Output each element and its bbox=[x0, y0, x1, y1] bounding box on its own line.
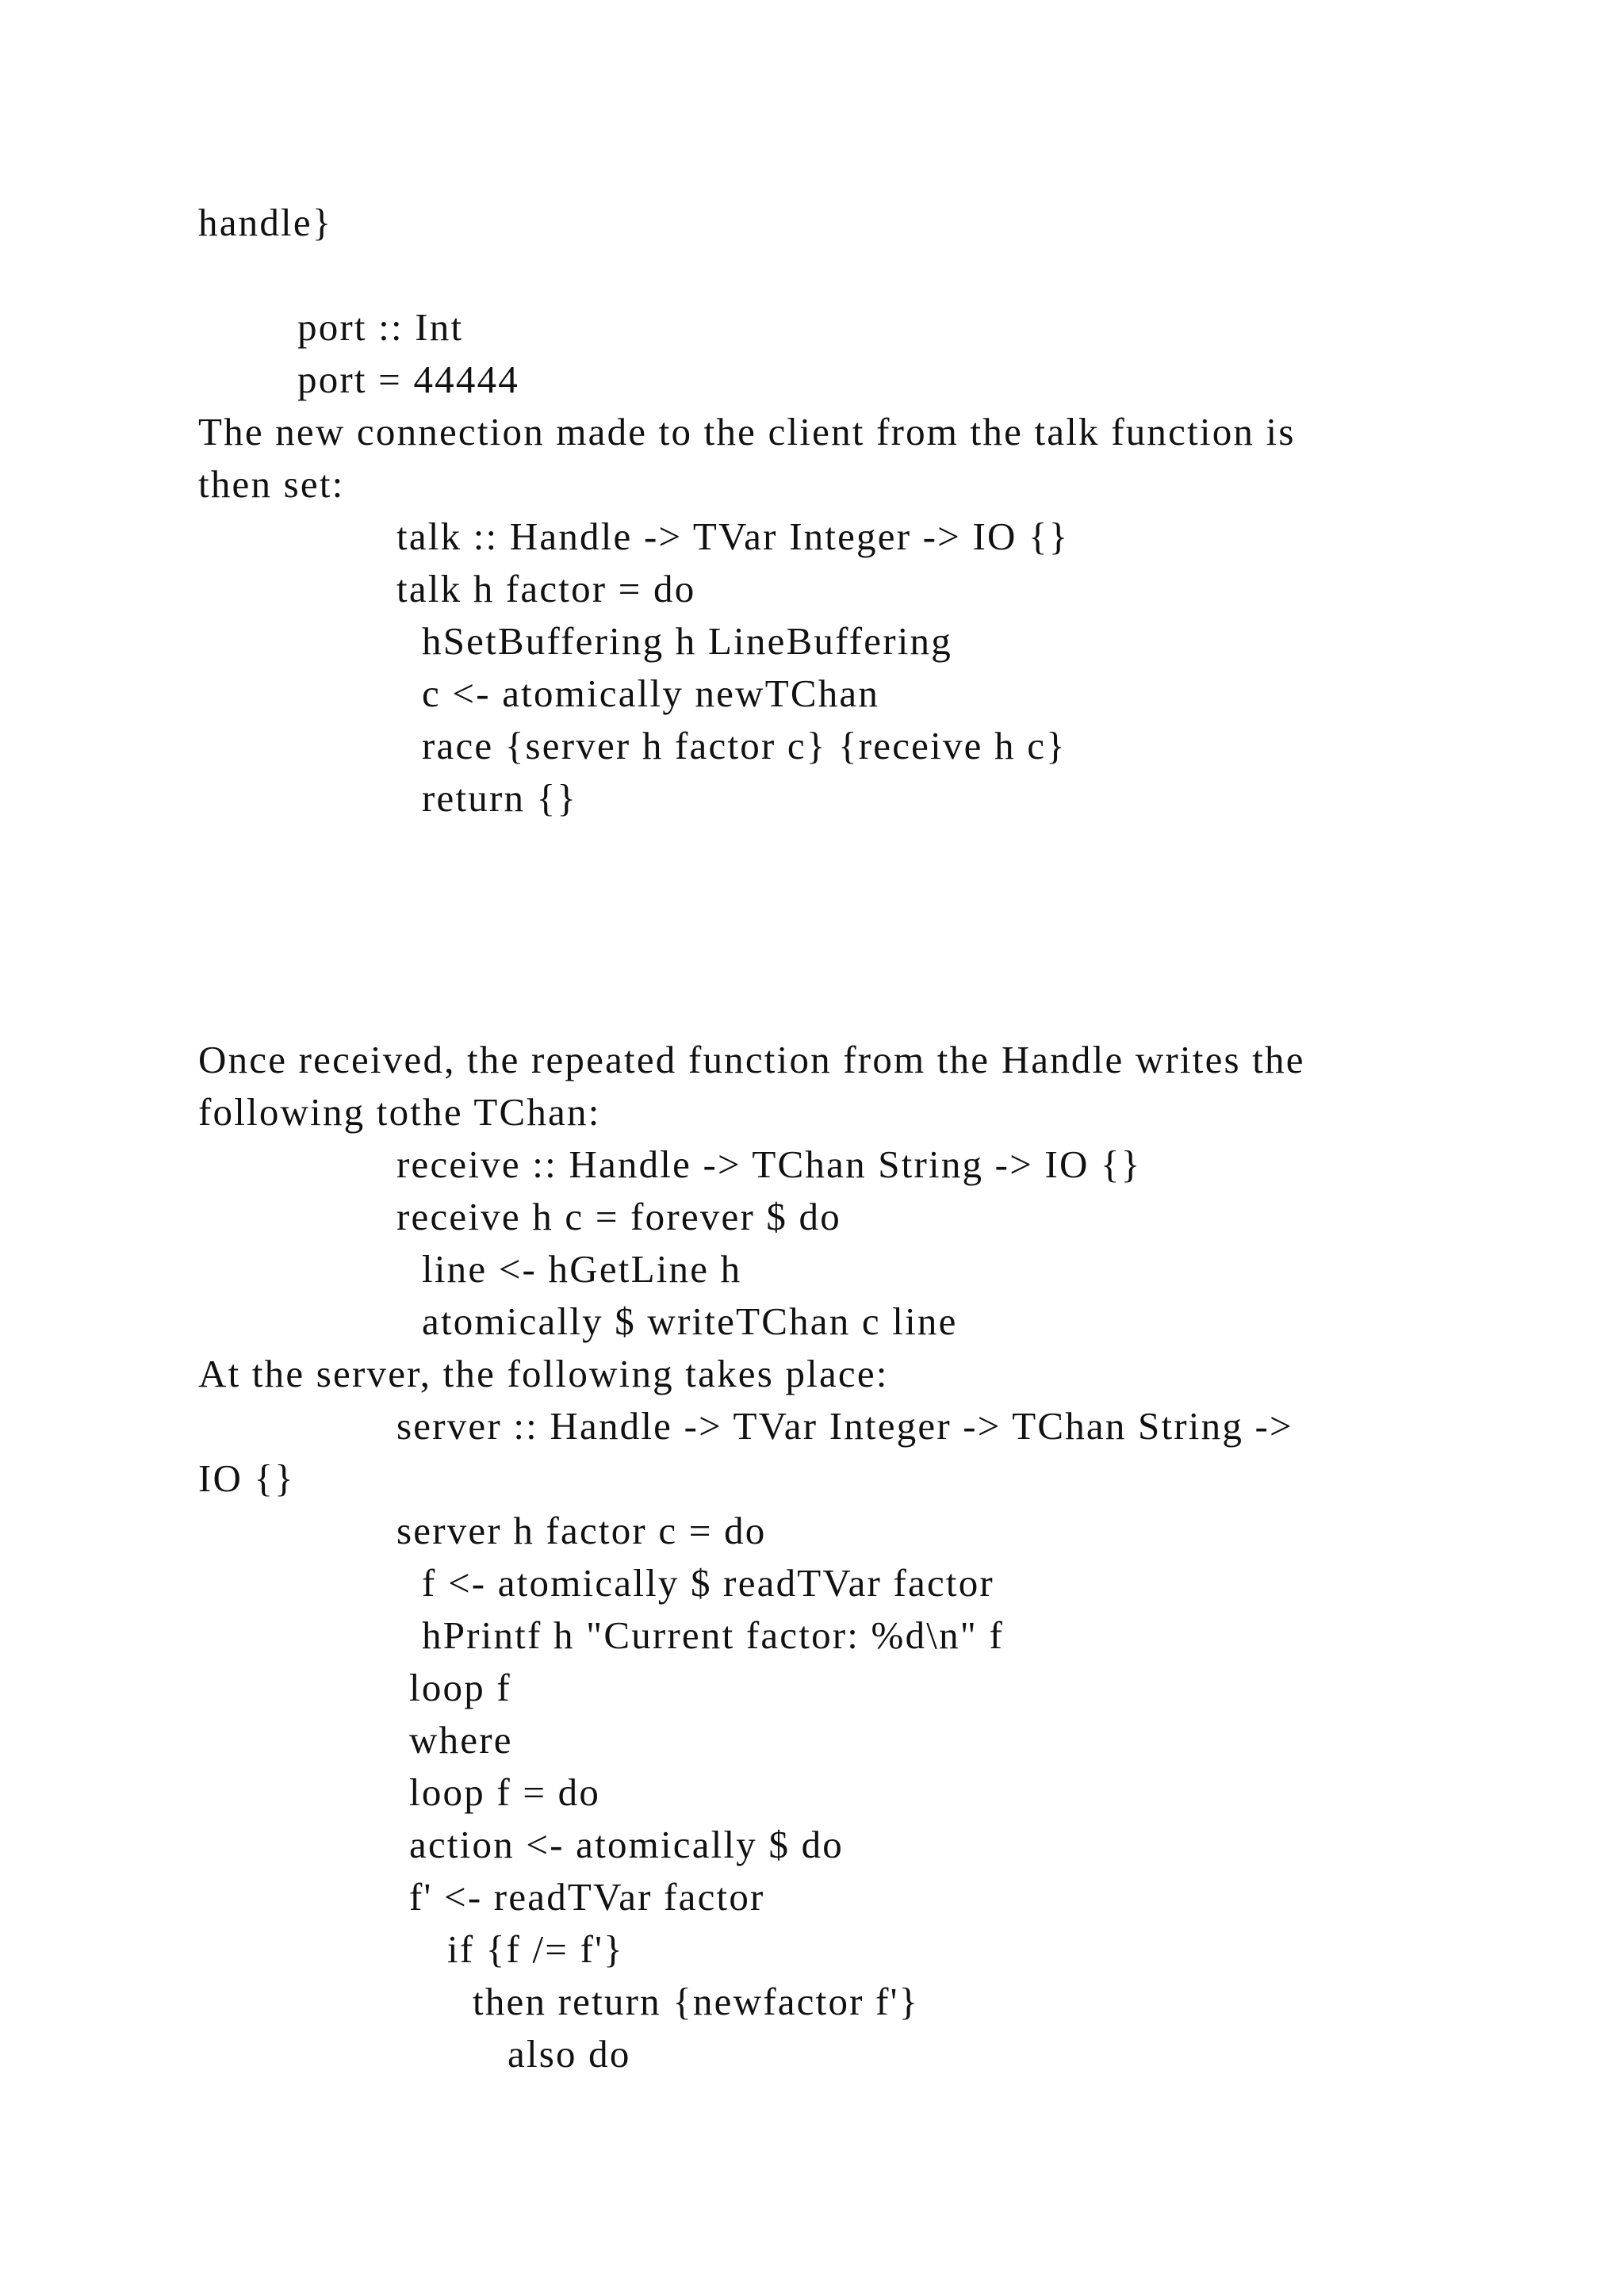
code-line: then return {newfactor f'} bbox=[473, 1980, 920, 2023]
code-line: talk :: Handle -> TVar Integer -> IO {} bbox=[396, 515, 1070, 558]
text-line: The new connection made to the client from the talk function is bbox=[198, 410, 1296, 453]
code-line: port = 44444 bbox=[297, 358, 519, 401]
code-line: loop f bbox=[409, 1666, 511, 1709]
code-line: race {server h factor c} {receive h c} bbox=[422, 724, 1067, 767]
code-line: server h factor c = do bbox=[396, 1509, 767, 1552]
code-line: where bbox=[409, 1718, 513, 1762]
code-line: server :: Handle -> TVar Integer -> TChan String -> bbox=[396, 1404, 1293, 1448]
code-line: hSetBuffering h LineBuffering bbox=[422, 619, 952, 663]
code-line: c <- atomically newTChan bbox=[422, 672, 880, 715]
code-line: talk h factor = do bbox=[396, 567, 696, 610]
code-line: f' <- readTVar factor bbox=[409, 1875, 765, 1919]
code-line: if {f /= f'} bbox=[447, 1927, 624, 1971]
text-line: At the server, the following takes place: bbox=[198, 1352, 889, 1395]
code-line: receive :: Handle -> TChan String -> IO {} bbox=[396, 1142, 1142, 1186]
code-line: port :: Int bbox=[297, 305, 464, 349]
text-line: handle} bbox=[198, 201, 333, 244]
code-line: atomically $ writeTChan c line bbox=[422, 1299, 958, 1343]
text-line: following tothe TChan: bbox=[198, 1090, 601, 1134]
code-line: line <- hGetLine h bbox=[422, 1247, 742, 1291]
text-line: Once received, the repeated function from the Handle writes the bbox=[198, 1038, 1305, 1081]
text-line: then set: bbox=[198, 462, 345, 506]
code-line: IO {} bbox=[198, 1456, 295, 1500]
code-line: f <- atomically $ readTVar factor bbox=[422, 1561, 994, 1605]
code-line: hPrintf h "Current factor: %d\n" f bbox=[422, 1613, 1004, 1657]
code-line: return {} bbox=[422, 776, 578, 820]
code-line: loop f = do bbox=[409, 1770, 601, 1814]
code-line: action <- atomically $ do bbox=[409, 1823, 844, 1866]
code-line: receive h c = forever $ do bbox=[396, 1195, 841, 1238]
code-line: also do bbox=[508, 2032, 631, 2076]
